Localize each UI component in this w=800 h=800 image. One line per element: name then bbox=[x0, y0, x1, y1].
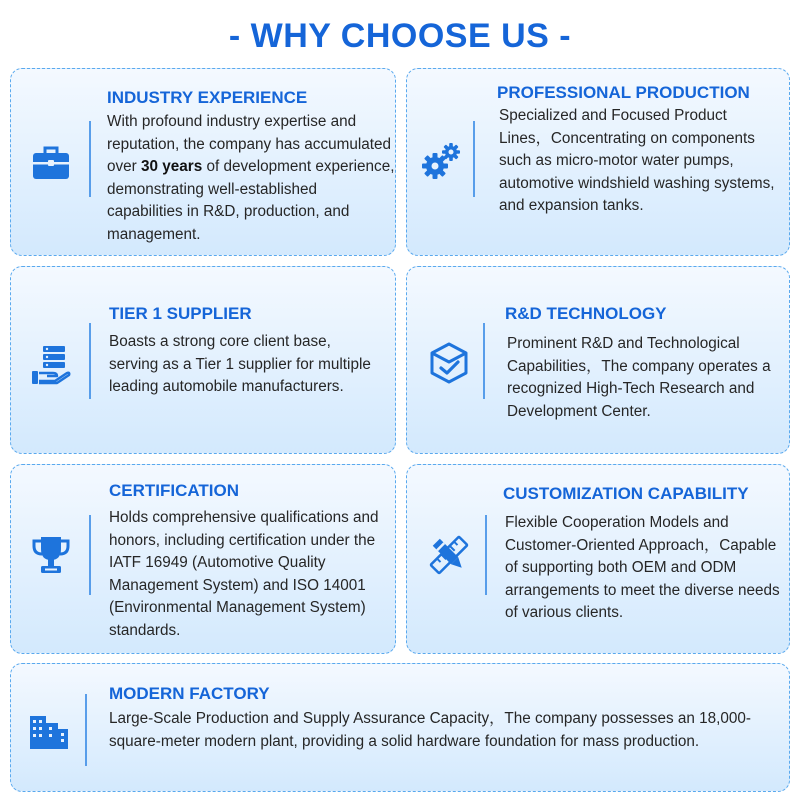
card-tier1-supplier bbox=[10, 266, 396, 454]
card-description: Specialized and Focused Product Lines，Concentrating on components such as micro-motor water pumps, automotive windshield washing systems, and expansion tanks. bbox=[499, 107, 775, 214]
card-certification bbox=[10, 464, 396, 654]
card-description: Holds comprehensive qualifications and honors, including certification under the IATF 16949 (Automotive Quality Management System) and ISO 14001 (Environmental Management System) standards. bbox=[109, 509, 379, 639]
card-title: MODERN FACTORY bbox=[109, 684, 270, 703]
card-title: PROFESSIONAL PRODUCTION bbox=[497, 83, 750, 102]
page-title: - WHY CHOOSE US - bbox=[228, 17, 572, 55]
card-rd-technology bbox=[406, 266, 790, 454]
card-description: With profound industry expertise and reputation, the company has accumulated over 30 years of development experience, demonstrating well-established capabilities in R&D, production, and management. bbox=[107, 113, 395, 243]
card-title: INDUSTRY EXPERIENCE bbox=[107, 88, 308, 107]
card-professional-production bbox=[406, 68, 790, 256]
pencil-ruler-icon bbox=[427, 533, 471, 577]
highlight-years: 30 years bbox=[141, 158, 203, 175]
factory-buildings-icon bbox=[27, 708, 71, 752]
card-title: R&D TECHNOLOGY bbox=[505, 304, 667, 323]
trophy-icon bbox=[29, 533, 73, 577]
card-description: Flexible Cooperation Models and Customer-Oriented Approach，Capable of supporting both OEM and ODM arrangements to meet the diverse needs of various clients. bbox=[505, 514, 780, 621]
card-customization-capability bbox=[406, 464, 790, 654]
card-title: CERTIFICATION bbox=[109, 481, 240, 500]
card-title: CUSTOMIZATION CAPABILITY bbox=[503, 484, 749, 503]
card-description: Boasts a strong core client base, serving as a Tier 1 supplier for multiple leading automobile manufacturers. bbox=[109, 333, 371, 395]
briefcase-icon bbox=[29, 141, 73, 185]
card-title: TIER 1 SUPPLIER bbox=[109, 304, 252, 323]
verified-box-icon bbox=[427, 341, 471, 385]
card-industry-experience bbox=[10, 68, 396, 256]
card-description: Large-Scale Production and Supply Assurance Capacity，The company possesses an 18,000-square-meter modern plant, providing a solid hardware foundation for mass production. bbox=[109, 710, 751, 750]
gears-icon bbox=[419, 139, 463, 183]
card-modern-factory bbox=[10, 663, 790, 792]
server-hand-icon bbox=[29, 343, 73, 387]
card-description: Prominent R&D and Technological Capabilities，The company operates a recognized High-Tech Research and Development Center. bbox=[507, 335, 771, 420]
